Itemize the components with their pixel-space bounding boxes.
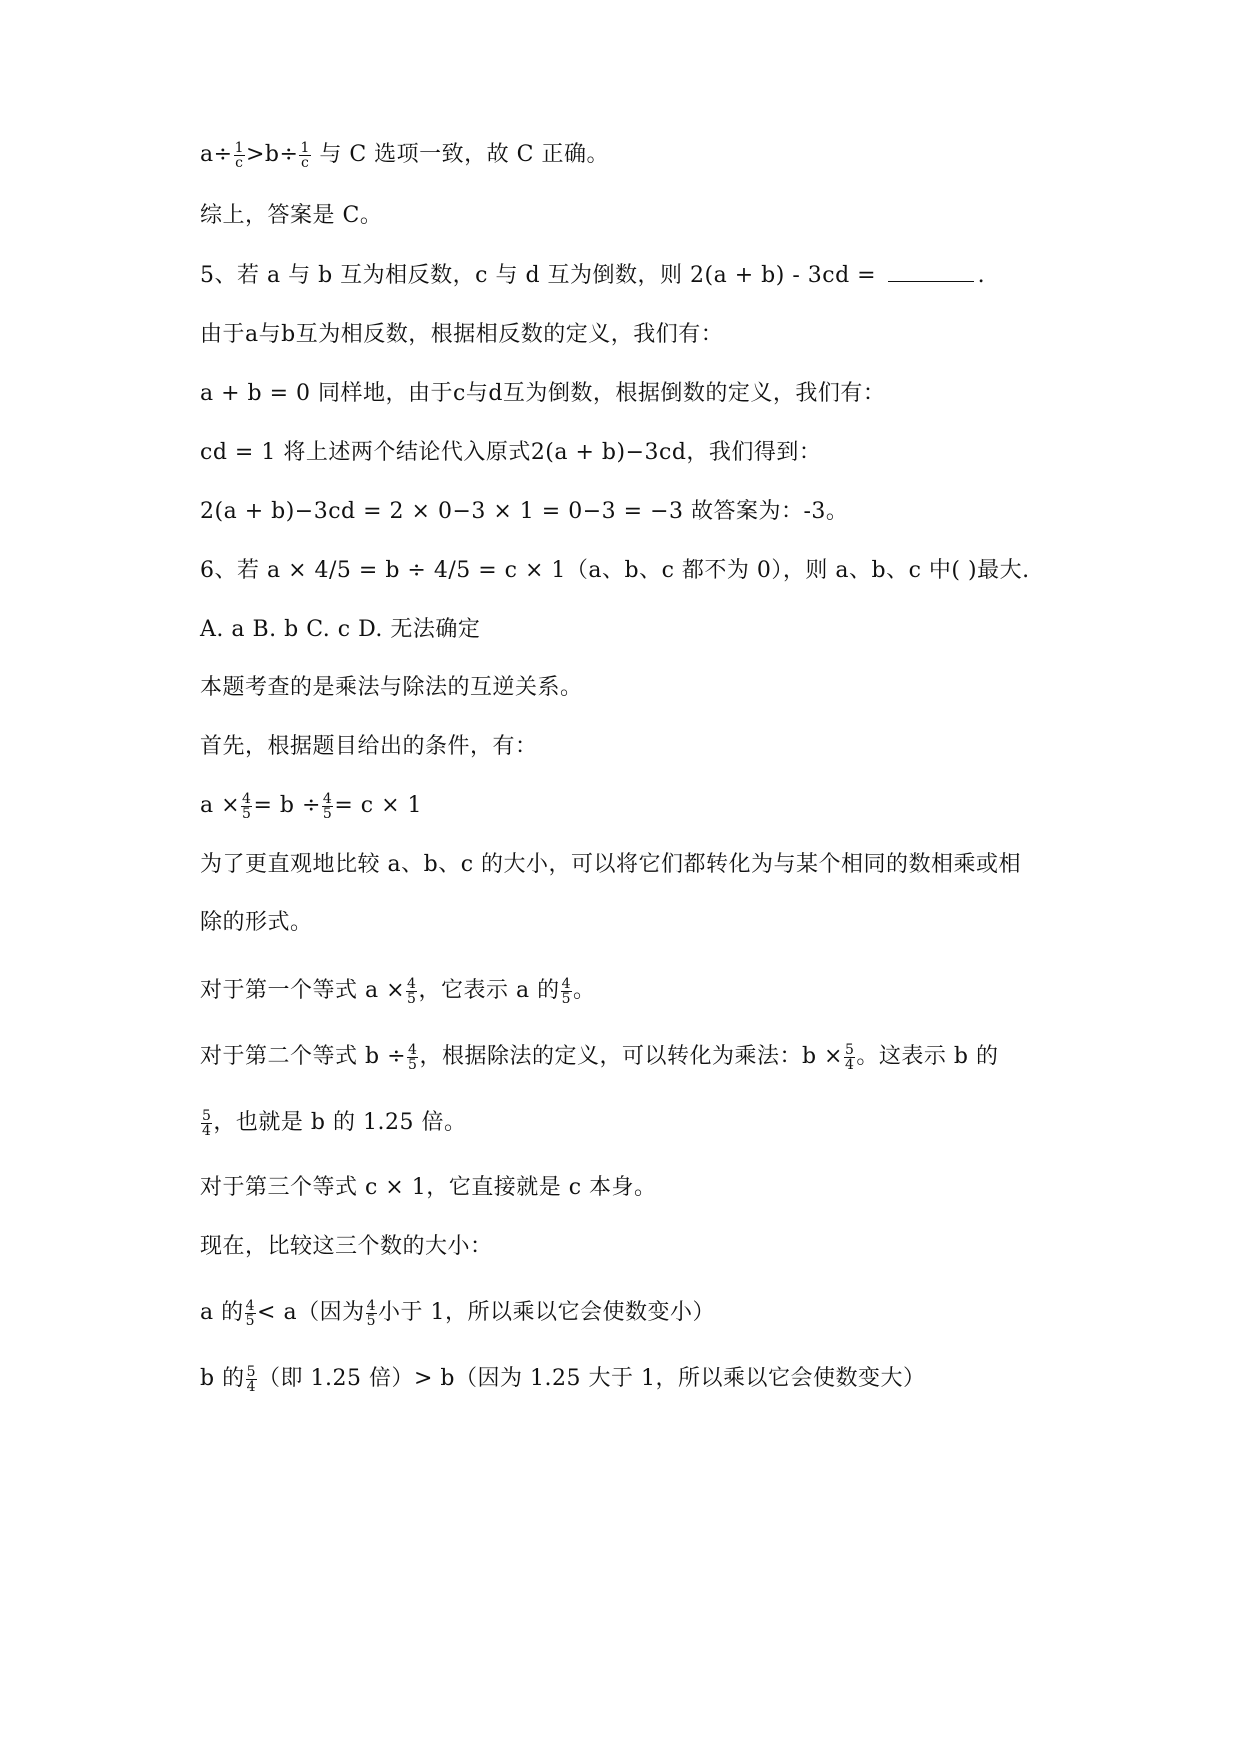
line-topic: 本题考查的是乘法与除法的互逆关系。 xyxy=(200,675,583,700)
line-second-equation: 对于第二个等式 b ÷ $\frac{4}{5}$ ，根据除法的定义，可以转化为乘法：b × $\frac{5}{4}$ 。这表示 b 的 xyxy=(200,1041,999,1073)
line-option-c-conclusion: a÷ $\frac{1}{c}$ >b÷ $\frac{1}{c}$ 与 C 选项一致，故 C 正确。 xyxy=(200,139,609,171)
line-first-equation: 对于第一个等式 a × $\frac{4}{5}$ ，它表示 a 的 $\frac{4}{5}$ 。 xyxy=(200,975,596,1007)
fraction: $\frac{4}{5}$ xyxy=(242,790,252,822)
fraction: $\frac{4}{5}$ xyxy=(366,1297,377,1329)
fraction: $\frac{5}{4}$ xyxy=(246,1363,256,1395)
fraction: $\frac{4}{5}$ xyxy=(408,1041,418,1073)
line-compare-b: b 的 $\frac{5}{4}$ （即 1.25 倍）> b（因为 1.25 大于 1，所以乘以它会使数变大） xyxy=(200,1363,926,1395)
line-cd-one: cd = 1 将上述两个结论代入原式2(a + b)−3cd，我们得到： xyxy=(200,440,822,465)
fraction: $\frac{4}{5}$ xyxy=(322,790,333,822)
fraction: $\frac{1}{c}$ xyxy=(300,139,310,171)
question-5: 5、若 a 与 b 互为相反数，c 与 d 互为倒数，则 2(a + b) - 3cd = . xyxy=(200,263,986,288)
line-summary: 综上，答案是 C。 xyxy=(200,203,383,228)
fraction: $\frac{4}{5}$ xyxy=(245,1297,256,1329)
fraction: $\frac{4}{5}$ xyxy=(407,975,417,1007)
line-compare-a: a 的 $\frac{4}{5}$ < a（因为 $\frac{4}{5}$ 小于 1，所以乘以它会使数变小） xyxy=(200,1297,716,1329)
line-opposite-numbers: 由于a与b互为相反数，根据相反数的定义，我们有： xyxy=(200,322,724,347)
fraction: $\frac{5}{4}$ xyxy=(844,1041,855,1073)
line-second-equation-cont: $\frac{5}{4}$ ，也就是 b 的 1.25 倍。 xyxy=(202,1107,467,1139)
line-first: 首先，根据题目给出的条件，有： xyxy=(200,734,538,759)
line-result: 2(a + b)−3cd = 2 × 0−3 × 1 = 0−3 = −3 故答案为：-3。 xyxy=(200,499,849,524)
line-sum-zero: a + b = 0 同样地，由于c与d互为倒数，根据倒数的定义，我们有： xyxy=(200,381,886,406)
line-compare-intro: 为了更直观地比较 a、b、c 的大小，可以将它们都转化为与某个相同的数相乘或相 xyxy=(200,852,1022,877)
line-compare-now: 现在，比较这三个数的大小： xyxy=(200,1234,493,1259)
question-6: 6、若 a × 4/5 = b ÷ 4/5 = c × 1（a、b、c 都不为 0），则 a、b、c 中( )最大. xyxy=(200,558,1030,583)
question-6-options: A. a B. b C. c D. 无法确定 xyxy=(200,617,481,642)
answer-blank xyxy=(888,263,974,282)
line-third-equation: 对于第三个等式 c × 1，它直接就是 c 本身。 xyxy=(200,1175,657,1200)
line-compare-intro-cont: 除的形式。 xyxy=(200,910,313,935)
fraction: $\frac{5}{4}$ xyxy=(202,1107,212,1139)
line-equation: a × $\frac{4}{5}$ = b ÷ $\frac{4}{5}$ = c × 1 xyxy=(200,790,422,822)
fraction: $\frac{1}{c}$ xyxy=(234,139,244,171)
fraction: $\frac{4}{5}$ xyxy=(561,975,571,1007)
